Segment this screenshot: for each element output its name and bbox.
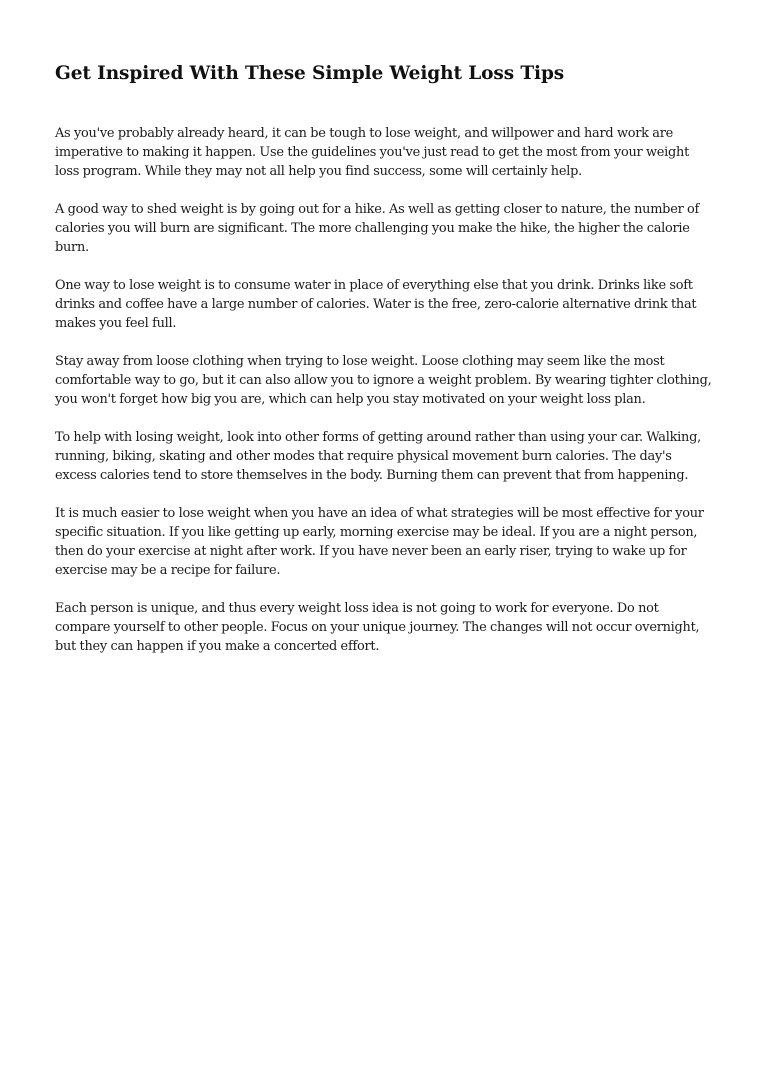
paragraph-unique: Each person is unique, and thus every weight loss idea is not going to work for everyone. Do not compare yourself to other people. Focus on your unique journey. The changes will not occur overnight, but they can happen if you make a concerted effort. [55, 601, 700, 654]
paragraph-strategies: It is much easier to lose weight when you have an idea of what strategies will be most effective for your specific situation. If you like getting up early, morning exercise may be ideal. If you are a night person, then do your exercise at night after work. If you have never been an early riser, trying to wake up for exercise may be a recipe for failure. [55, 506, 704, 578]
paragraph-hike: A good way to shed weight is by going out for a hike. As well as getting closer to nature, the number of calories you will burn are significant. The more challenging you make the hike, the higher the calorie burn. [55, 202, 700, 255]
paragraph-water: One way to lose weight is to consume water in place of everything else that you drink. Drinks like soft drinks and coffee have a large number of calories. Water is the free, zero-calorie alternative drink that makes you feel full. [55, 278, 697, 331]
paragraph-intro: As you've probably already heard, it can be tough to lose weight, and willpower and hard work are imperative to making it happen. Use the guidelines you've just read to get the most from your weight loss program. While they may not all help you find success, some will certainly help. [55, 126, 690, 179]
paragraph-clothing: Stay away from loose clothing when trying to lose weight. Loose clothing may seem like the most comfortable way to go, but it can also allow you to ignore a weight problem. By wearing tighter clothing, you won't forget how big you are, which can help you stay motivated on your weight loss plan. [55, 354, 712, 407]
paragraph-transport: To help with losing weight, look into other forms of getting around rather than using your car. Walking, running, biking, skating and other modes that require physical movement burn calories. The day's excess calories tend to store themselves in the body. Burning them can prevent that from happening. [55, 430, 701, 483]
document-title: Get Inspired With These Simple Weight Loss Tips [55, 63, 565, 84]
